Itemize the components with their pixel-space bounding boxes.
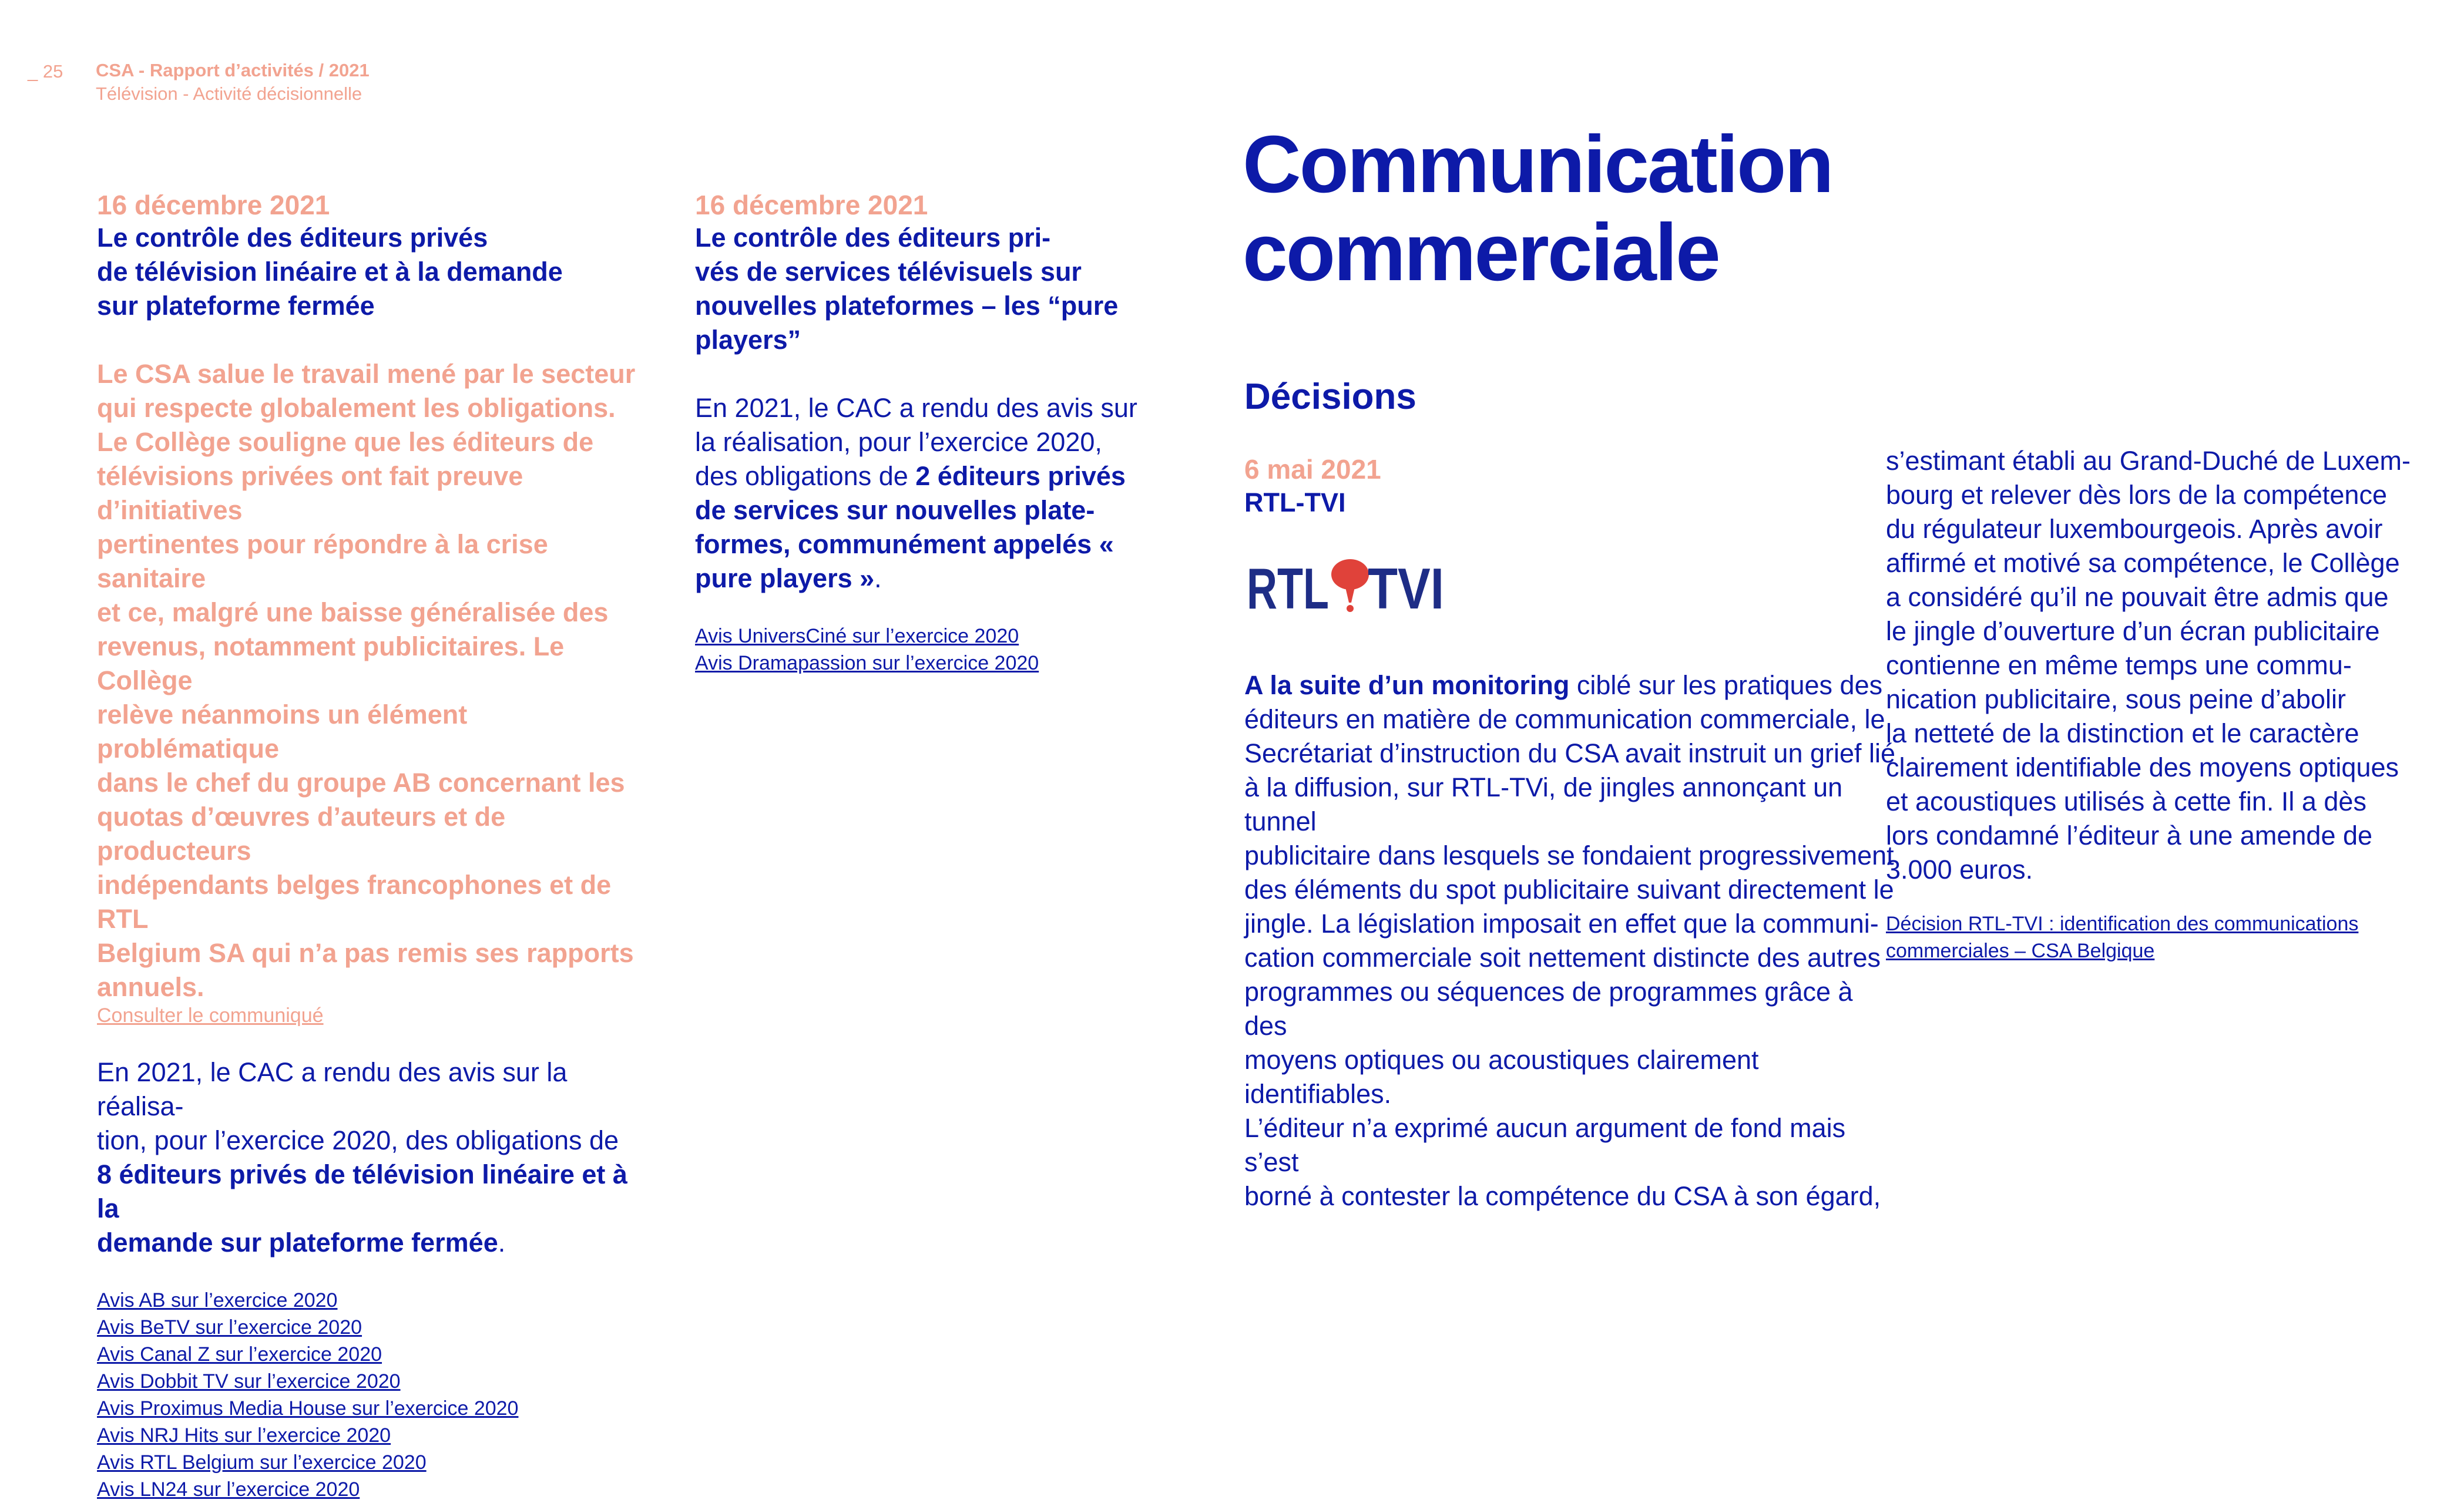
col1-heading: Le contrôle des éditeurs privés de télévision linéaire et à la demande sur plateforme fermée: [97, 223, 563, 321]
col1-body: En 2021, le CAC a rendu des avis sur la réalisa- tion, pour l’exercice 2020, des obligations de 8 éditeurs privés de télévision linéaire et à la demande sur plateforme fermée.: [97, 1057, 627, 1257]
col2-links: [695, 623, 1165, 677]
decision-link[interactable]: Décision RTL-TVI : identification des communications commerciales – CSA Belgique: [1886, 913, 2359, 962]
col1-salmon-text: Le CSA salue le travail mené par le secteur qui respecte globalement les obligations. Le Collège souligne que les éditeurs de télévisions privées ont fait preuve d’initiatives pertinentes pour répondre à la crise sanitaire et ce, malgré une baisse généralisée des revenus, notamment publicitaires. Le Collège relève néanmoins un élément problématique dans le chef du groupe AB concernant les quotas d’œuvres d’auteurs et de producteurs indépendants belges francophones et de RTL Belgium SA qui n’a pas remis ses rapports annuels.: [97, 359, 636, 1002]
link-avis-dobbit[interactable]: Avis Dobbit TV sur l’exercice 2020: [97, 1370, 401, 1393]
col3-date: 6 mai 2021: [1244, 454, 1381, 485]
link-avis-dramapassion[interactable]: Avis Dramapassion sur l’exercice 2020: [695, 652, 1039, 674]
link-avis-proximus[interactable]: Avis Proximus Media House sur l’exercice 2020: [97, 1397, 519, 1420]
column-1: [97, 189, 655, 1503]
communique-link[interactable]: Consulter le communiqué: [97, 1004, 324, 1027]
col2-heading: Le contrôle des éditeurs pri- vés de services télévisuels sur nouvelles plateformes – les “pure players”: [695, 223, 1119, 355]
link-avis-rtl[interactable]: Avis RTL Belgium sur l’exercice 2020: [97, 1451, 427, 1474]
link-avis-ab[interactable]: Avis AB sur l’exercice 2020: [97, 1289, 338, 1312]
report-subtitle: Télévision - Activité décisionnelle: [96, 83, 362, 104]
svg-text:RTL: RTL: [1247, 556, 1329, 621]
link-avis-betv[interactable]: Avis BeTV sur l’exercice 2020: [97, 1316, 362, 1339]
col2-date: 16 décembre 2021: [695, 190, 928, 220]
col3-body: A la suite d’un monitoring ciblé sur les pratiques des éditeurs en matière de communication commerciale, le Secrétariat d’instruction du CSA avait instruit un grief lié à la diffusion, sur RTL-TVi, de jingles annonçant un tunnel publicitaire dans lesquels se fondaient progressivement des éléments du spot publicitaire suivant directement le jingle. La législation imposait en effet que la communi- cation commerciale soit nettement distincte des autres programmes ou séquences de programmes grâce à des moyens optiques ou acoustiques clairement identifiables. L’éditeur n’a exprimé aucun argument de fond mais s’est borné à contester la compétence du CSA à son égard,: [1244, 670, 1896, 1211]
page-title: Communication commerciale: [1243, 119, 1832, 298]
col1-date: 16 décembre 2021: [97, 190, 330, 220]
link-avis-nrj[interactable]: Avis NRJ Hits sur l’exercice 2020: [97, 1424, 391, 1447]
link-avis-universcine[interactable]: Avis UniversCiné sur l’exercice 2020: [695, 625, 1019, 647]
section-title-decisions: Décisions: [1244, 376, 1416, 417]
col4-body: s’estimant établi au Grand-Duché de Luxem- bourg et relever dès lors de la compétence du régulateur luxembourgeois. Après avoir affirmé et motivé sa compétence, le Collège a considéré qu’il ne pouvait être admis que le jingle d’ouverture d’un écran publicitaire contienne en même temps une commu- nication publicitaire, sous peine d’abolir la netteté de la distinction et le caractère clairement identifiable des moyens optiques et acoustiques utilisés à cette fin. Il a dès lors condamné l’éditeur à une amende de 3.000 euros.: [1886, 446, 2411, 885]
rtl-tvi-logo: [1247, 556, 1446, 621]
column-2: [695, 189, 1165, 677]
col3-subject: RTL-TVI: [1244, 487, 1346, 517]
link-avis-canal-z[interactable]: Avis Canal Z sur l’exercice 2020: [97, 1343, 382, 1366]
col1-links: [97, 1287, 655, 1503]
link-avis-ln24[interactable]: Avis LN24 sur l’exercice 2020: [97, 1478, 360, 1501]
page-number: _ 25: [28, 61, 63, 82]
svg-text:TVI: TVI: [1368, 556, 1444, 621]
col2-body: En 2021, le CAC a rendu des avis sur la réalisation, pour l’exercice 2020, des obligations de 2 éditeurs privés de services sur nouvelles plate- formes, communément appelés « pure players ».: [695, 393, 1137, 593]
report-title: CSA - Rapport d’activités / 2021: [96, 60, 370, 80]
